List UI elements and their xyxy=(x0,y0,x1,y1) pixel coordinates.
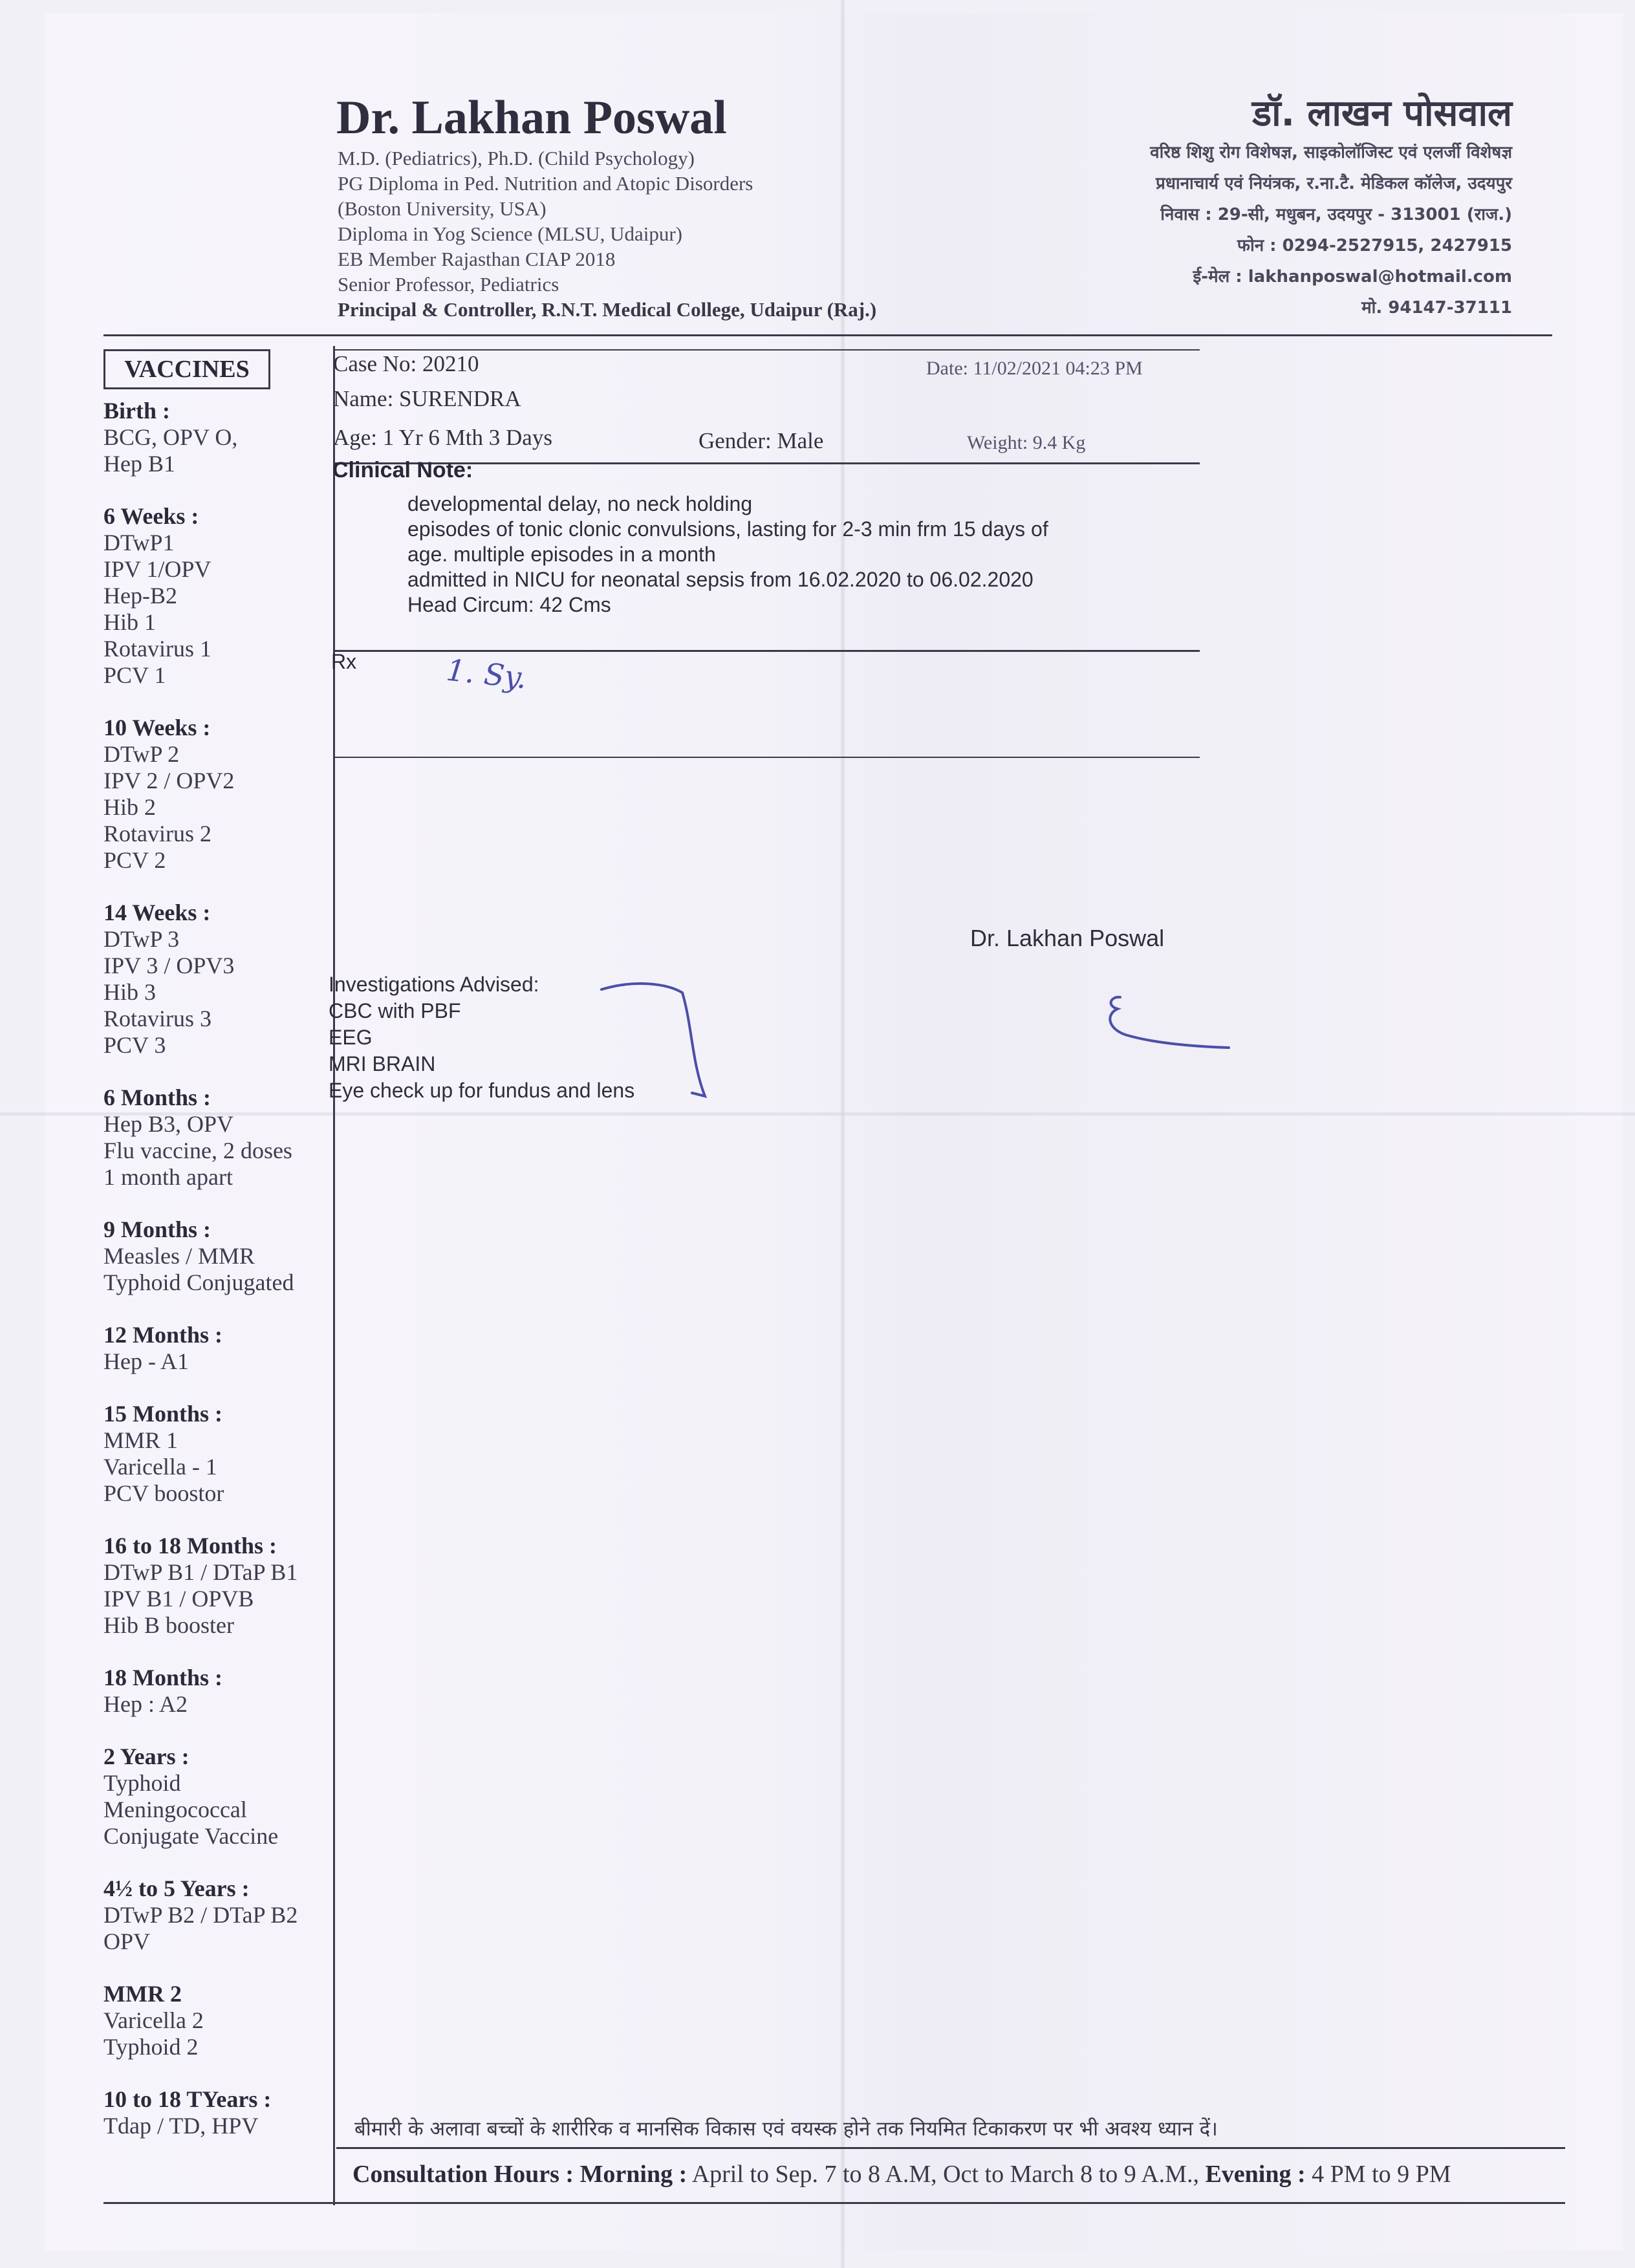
vaccine-item: MMR 1 xyxy=(103,1427,179,1453)
vaccine-group xyxy=(103,1085,336,1191)
vaccine-schedule xyxy=(103,398,336,2165)
evening-hours: 4 PM to 9 PM xyxy=(1312,2161,1451,2188)
vaccine-group xyxy=(103,1401,336,1507)
investigation-item: EEG xyxy=(329,1026,373,1049)
hindi-info-line: मो. 94147-37111 xyxy=(1361,298,1512,318)
case-number: Case No: 20210 xyxy=(333,351,479,376)
rx-label: Rx xyxy=(331,650,357,673)
clinical-note-line: admitted in NICU for neonatal sepsis from 16.02.2020 to 06.02.2020 xyxy=(407,568,1034,591)
clinical-note-label: Clinical Note: xyxy=(332,458,473,482)
credential-line: EB Member Rajasthan CIAP 2018 xyxy=(338,248,616,270)
hindi-info-line: ई-मेल : lakhanposwal@hotmail.com xyxy=(1193,267,1512,286)
vaccine-item: Meningococcal xyxy=(103,1797,247,1822)
vaccine-item: PCV 1 xyxy=(103,662,166,688)
doctor-info-hindi xyxy=(1150,137,1512,323)
footer-rule-bottom xyxy=(103,2202,1565,2204)
vaccine-group-heading: 12 Months : xyxy=(103,1322,223,1348)
vaccine-item: PCV 2 xyxy=(103,847,166,873)
vaccine-item: Hep - A1 xyxy=(103,1348,189,1374)
footer-hindi-note: बीमारी के अलावा बच्चों के शारीरिक व मानसिक विकास एवं वयस्क होने तक नियमित टिकाकरण पर भी अवश्य ध्यान दें। xyxy=(354,2117,1218,2141)
patient-weight: Weight: 9.4 Kg xyxy=(967,432,1086,453)
consultation-label: Consultation Hours : xyxy=(352,2161,574,2188)
vaccine-group xyxy=(103,1744,336,1850)
vaccine-item: Hep : A2 xyxy=(103,1691,188,1717)
vaccine-item: IPV 3 / OPV3 xyxy=(103,953,235,978)
clinical-note-line: Head Circum: 42 Cms xyxy=(407,593,611,616)
vaccine-group-heading: 18 Months : xyxy=(103,1665,223,1690)
vaccine-item: Typhoid Conjugated xyxy=(103,1269,294,1295)
vaccine-group xyxy=(103,1665,336,1718)
vaccine-group-heading: 6 Months : xyxy=(103,1085,211,1110)
morning-label: Morning : xyxy=(579,2161,688,2188)
vaccine-group-heading: 10 to 18 TYears : xyxy=(103,2086,272,2112)
handwritten-signature xyxy=(1099,983,1242,1061)
hindi-info-line: फोन : 0294-2527915, 2427915 xyxy=(1237,236,1512,255)
footer-rule-top xyxy=(336,2147,1565,2149)
vaccine-item: IPV 1/OPV xyxy=(103,556,211,582)
vaccine-group-heading: 14 Weeks : xyxy=(103,900,211,925)
credential-line: Diploma in Yog Science (MLSU, Udaipur) xyxy=(338,222,682,245)
rx-rule xyxy=(333,757,1200,758)
patient-gender: Gender: Male xyxy=(698,428,824,453)
vaccine-item: Measles / MMR xyxy=(103,1243,255,1269)
vaccine-item: Rotavirus 3 xyxy=(103,1006,211,1031)
case-date: Date: 11/02/2021 04:23 PM xyxy=(926,358,1143,379)
vaccine-item: Typhoid xyxy=(103,1770,181,1796)
vaccine-item: Flu vaccine, 2 doses xyxy=(103,1138,292,1163)
hindi-info-line: वरिष्ठ शिशु रोग विशेषज्ञ, साइकोलॉजिस्ट एवं एलर्जी विशेषज्ञ xyxy=(1150,143,1512,162)
vaccine-item: DTwP 3 xyxy=(103,926,180,952)
doctor-credentials xyxy=(338,146,876,322)
clinical-note-line: episodes of tonic clonic convulsions, lasting for 2-3 min frm 15 days of xyxy=(407,517,1048,541)
hindi-info-line: प्रधानाचार्य एवं नियंत्रक, र.ना.टै. मेडिकल कॉलेज, उदयपुर xyxy=(1156,174,1512,193)
morning-hours: April to Sep. 7 to 8 A.M, Oct to March 8 to 9 A.M., xyxy=(691,2161,1199,2188)
vaccine-group xyxy=(103,1216,336,1296)
vaccine-group xyxy=(103,1875,336,1955)
patient-name: Name: SURENDRA xyxy=(333,386,521,411)
credential-line: Principal & Controller, R.N.T. Medical College, Udaipur (Raj.) xyxy=(338,298,877,321)
vaccine-group xyxy=(103,398,336,477)
vaccine-group-heading: 6 Weeks : xyxy=(103,503,199,529)
vaccine-item: PCV boostor xyxy=(103,1480,224,1506)
vaccine-item: IPV 2 / OPV2 xyxy=(103,768,235,794)
vaccine-item: Hep B1 xyxy=(103,451,175,477)
vaccine-item: PCV 3 xyxy=(103,1032,166,1058)
vaccine-group-heading: MMR 2 xyxy=(103,1981,182,2007)
vaccine-item: OPV xyxy=(103,1928,151,1954)
clinical-note-body xyxy=(407,491,1048,618)
vaccine-group-heading: 2 Years : xyxy=(103,1744,189,1769)
vaccine-group xyxy=(103,503,336,689)
investigations-label: Investigations Advised: xyxy=(329,973,539,996)
header-divider xyxy=(103,334,1552,336)
vaccine-item: Tdap / TD, HPV xyxy=(103,2113,259,2139)
vaccine-group xyxy=(103,2086,336,2139)
vaccine-item: Rotavirus 2 xyxy=(103,821,211,847)
vaccine-item: Conjugate Vaccine xyxy=(103,1823,279,1849)
clinical-note-line: developmental delay, no neck holding xyxy=(407,492,753,515)
vaccine-group-heading: 9 Months : xyxy=(103,1216,211,1242)
vaccine-group xyxy=(103,1533,336,1639)
vaccine-group xyxy=(103,1981,336,2060)
hindi-info-line: निवास : 29-सी, मधुबन, उदयपुर - 313001 (राज.) xyxy=(1160,205,1512,224)
vaccine-item: Hib 2 xyxy=(103,794,156,820)
evening-label: Evening : xyxy=(1205,2161,1306,2188)
vaccine-group-heading: Birth : xyxy=(103,398,170,424)
credential-line: M.D. (Pediatrics), Ph.D. (Child Psychology) xyxy=(338,147,695,169)
vaccine-group-heading: 10 Weeks : xyxy=(103,715,211,740)
vaccine-group-heading: 16 to 18 Months : xyxy=(103,1533,277,1559)
vaccine-item: Hib 3 xyxy=(103,979,156,1005)
vaccine-item: Rotavirus 1 xyxy=(103,636,211,662)
investigation-item: MRI BRAIN xyxy=(329,1052,436,1075)
vaccine-item: DTwP1 xyxy=(103,530,175,556)
vaccine-item: DTwP B2 / DTaP B2 xyxy=(103,1902,298,1928)
vaccine-item: Hib B booster xyxy=(103,1612,234,1638)
vaccine-item: BCG, OPV O, xyxy=(103,424,238,450)
vaccine-item: Varicella 2 xyxy=(103,2007,204,2033)
case-top-rule xyxy=(333,349,1200,351)
vaccine-item: Hep B3, OPV xyxy=(103,1111,234,1137)
vaccine-group-heading: 4½ to 5 Years : xyxy=(103,1875,250,1901)
vaccine-item: DTwP 2 xyxy=(103,741,180,767)
vaccine-group xyxy=(103,715,336,874)
vaccines-title: VACCINES xyxy=(103,349,270,389)
rx-handwritten-entry: 1. Sy. xyxy=(444,652,529,696)
clinical-note-line: age. multiple episodes in a month xyxy=(407,543,716,566)
investigation-item: CBC with PBF xyxy=(329,999,461,1022)
handwritten-bracket-mark xyxy=(595,973,718,1109)
vaccine-group-heading: 15 Months : xyxy=(103,1401,223,1427)
consultation-hours xyxy=(352,2160,1451,2188)
vaccine-item: 1 month apart xyxy=(103,1164,233,1190)
investigations-advised xyxy=(329,971,634,1104)
vaccine-item: Varicella - 1 xyxy=(103,1454,217,1480)
credential-line: Senior Professor, Pediatrics xyxy=(338,273,559,296)
vaccine-group xyxy=(103,1322,336,1375)
doctor-name-hindi: डॉ. लाखन पोसवाल xyxy=(1252,92,1512,135)
vaccine-group xyxy=(103,900,336,1059)
investigation-item: Eye check up for fundus and lens xyxy=(329,1079,635,1102)
vaccine-item: Hib 1 xyxy=(103,609,156,635)
vaccine-item: Typhoid 2 xyxy=(103,2034,199,2060)
credential-line: (Boston University, USA) xyxy=(338,197,547,220)
patient-age: Age: 1 Yr 6 Mth 3 Days xyxy=(333,425,552,450)
vaccine-item: Hep-B2 xyxy=(103,583,177,609)
doctor-name: Dr. Lakhan Poswal xyxy=(336,91,727,144)
vaccine-item: IPV B1 / OPVB xyxy=(103,1586,254,1612)
clinical-note-rule xyxy=(333,650,1200,652)
vaccine-item: DTwP B1 / DTaP B1 xyxy=(103,1559,298,1585)
signature-name: Dr. Lakhan Poswal xyxy=(970,925,1165,951)
credential-line: PG Diploma in Ped. Nutrition and Atopic Disorders xyxy=(338,172,753,195)
paper-fold-vertical xyxy=(841,0,845,2268)
